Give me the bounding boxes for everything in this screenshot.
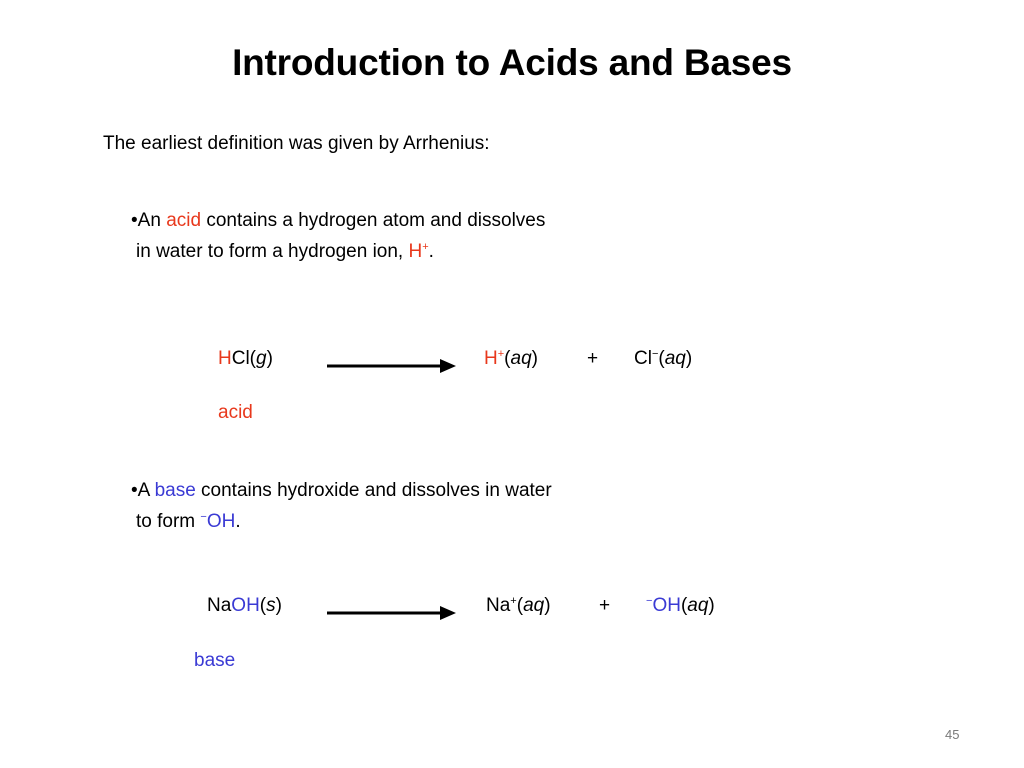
acid-definition-line2: [136, 241, 434, 263]
base-reactant-oh: OH: [231, 595, 260, 616]
base-product-na-charge: +: [510, 595, 517, 607]
base-def-line2-pre: to form: [136, 511, 201, 532]
acid-def-line2-pre: in water to form a hydrogen ion,: [136, 241, 409, 262]
slide-number: 45: [945, 727, 960, 742]
paren-close: ): [275, 595, 282, 616]
bullet-marker: •: [131, 480, 138, 501]
acid-product-cl: Cl: [634, 348, 652, 369]
acid-reactant-state: g: [256, 348, 267, 369]
base-reactant-state: s: [266, 595, 276, 616]
acid-def-pre: An: [137, 210, 167, 231]
base-def-post: contains hydroxide and dissolves in water: [195, 480, 552, 501]
base-term: base: [154, 480, 196, 501]
base-reaction-arrow-icon: [326, 603, 458, 623]
acid-product-h: H: [484, 348, 498, 369]
acid-product-cl-charge: −: [651, 348, 659, 360]
hydrogen-ion-charge: +: [422, 241, 429, 253]
base-product-na-state: aq: [523, 595, 545, 616]
base-product-oh: OH: [652, 595, 681, 616]
acid-product-h-state: aq: [510, 348, 532, 369]
slide-title: Introduction to Acids and Bases: [232, 42, 792, 83]
base-label: base: [194, 650, 236, 671]
acid-def-line2-post: .: [428, 241, 434, 262]
base-product-oh-charge: −: [646, 595, 653, 607]
paren-close: ): [685, 348, 693, 369]
acid-definition-line1: [131, 210, 545, 232]
base-product-sodium-ion: [486, 595, 551, 617]
base-reactant: [207, 595, 282, 617]
intro-text: The earliest definition was given by Arrhenius:: [103, 133, 490, 154]
base-product-na: Na: [486, 595, 511, 616]
base-def-pre: A: [137, 480, 155, 501]
base-def-line2-post: .: [235, 511, 241, 532]
base-plus-sign: +: [599, 595, 611, 616]
base-product-hydroxide-ion: [646, 595, 715, 617]
acid-def-post: contains a hydrogen atom and dissolves: [201, 210, 546, 231]
acid-product-hydrogen-ion: [484, 348, 538, 370]
acid-reactant-close: ): [266, 348, 273, 369]
acid-label: acid: [218, 402, 253, 423]
paren-open: (: [259, 595, 267, 616]
paren-open: (: [658, 348, 665, 369]
base-reactant-na: Na: [207, 595, 232, 616]
acid-reactant-hydrogen: H: [218, 348, 232, 369]
paren-open: (: [680, 595, 688, 616]
acid-product-chloride-ion: [634, 348, 692, 370]
base-definition-line1: [131, 480, 552, 502]
paren-open: (: [516, 595, 524, 616]
paren-close: ): [531, 348, 538, 369]
acid-reactant-rest: Cl(: [231, 348, 257, 369]
acid-product-cl-state: aq: [664, 348, 686, 369]
acid-reactant: [218, 348, 273, 370]
paren-close: ): [708, 595, 715, 616]
bullet-marker: •: [131, 210, 138, 231]
base-product-oh-state: aq: [687, 595, 709, 616]
paren-open: (: [504, 348, 511, 369]
acid-product-h-charge: +: [497, 348, 505, 360]
paren-close: ): [544, 595, 551, 616]
hydrogen-ion-symbol: H: [408, 241, 423, 262]
base-definition-line2: [136, 511, 241, 533]
acid-reaction-arrow-icon: [326, 356, 458, 376]
acid-term: acid: [166, 210, 202, 231]
acid-plus-sign: +: [587, 348, 599, 369]
hydroxide-symbol: OH: [206, 511, 236, 532]
hydroxide-charge: −: [200, 511, 207, 523]
